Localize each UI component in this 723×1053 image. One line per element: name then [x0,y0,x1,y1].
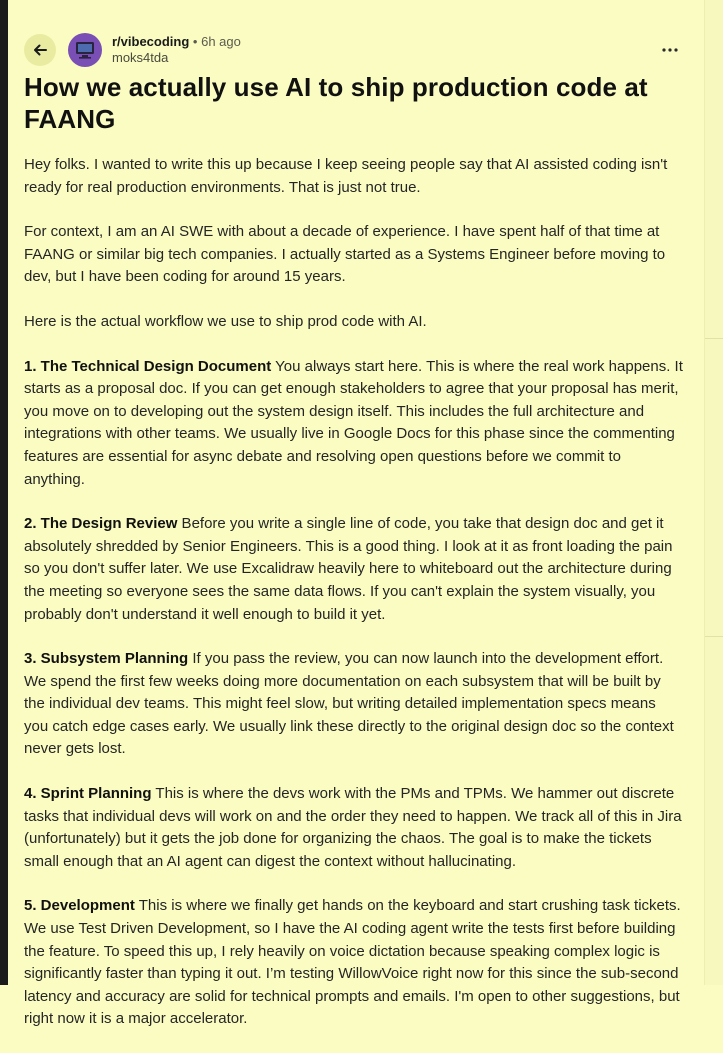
section-heading: 2. The Design Review [24,515,178,533]
section-text: This is where the devs work with the PMs and TPMs. We hammer out discrete tasks that individual devs will work on and the order they need to happen. We track all of this in Jira (unfortunately) but it gets the job done for organizing the chaos. The goal is to make the tickets small enough that an AI agent can digest the context without hallucinating. [24,785,682,870]
back-arrow-icon [31,41,49,59]
back-button[interactable] [24,34,56,66]
subreddit-link[interactable]: r/vibecoding [112,34,190,49]
post-time: 6h ago [201,34,241,49]
meta-separator: • [192,34,198,49]
section-text: Before you write a single line of code, you take that design doc and get it absolutely shredded by Senior Engineers. This is a good thing. I look at it as front loading the pain so you don't suffer later. We use Excalidraw heavily here to whiteboard out the architecture during the meeting so everyone sees the same data flows. If you can't explain the system visually, you probably don't understand it well enough to build it yet. [24,515,673,623]
post-body [24,154,684,1031]
more-options-button[interactable] [656,36,684,64]
section-text: This is where we finally get hands on the keyboard and start crushing task tickets. We use Test Driven Development, so I have the AI coding agent write the tests first before building the feature. To speed this up, I rely heavily on voice dictation because speaking complex logic is significantly faster than typing it out. I’m testing WillowVoice right now for this since the sub-second latency and accuracy are solid for technical prompts and emails. I'm open to other suggestions, but right now it is a major accelerator. [24,897,681,1028]
post-header [24,30,684,70]
meta-top-line [112,34,241,50]
section-paragraph [24,513,684,626]
post-paragraph: For context, I am an AI SWE with about a decade of experience. I have spent half of that time at FAANG or similar big tech companies. I actually started as a Systems Engineer before moving to dev, but I have been coding for around 15 years. [24,223,666,286]
right-sidebar-edge [704,0,723,985]
post-paragraph: Here is the actual workflow we use to ship prod code with AI. [24,312,427,330]
section-paragraph [24,356,684,492]
post-title: How we actually use AI to ship production code at FAANG [24,72,648,134]
left-rail [0,0,8,985]
section-heading: 3. Subsystem Planning [24,650,189,668]
more-options-icon [662,48,678,52]
section-text: If you pass the review, you can now launch into the development effort. We spend the first few weeks doing more documentation on each subsystem that will be built by the individual dev teams. This might feel slow, but writing detailed implementation specs means you catch edge cases early. We usually link these directly to the original design doc so the context never gets lost. [24,650,674,758]
section-paragraph [24,783,684,873]
post-container [24,30,684,1053]
section-paragraph [24,895,684,1031]
section-heading: 4. Sprint Planning [24,785,152,803]
section-heading: 5. Development [24,897,135,915]
section-heading: 1. The Technical Design Document [24,357,272,375]
post-meta [112,34,241,66]
section-text: You always start here. This is where the real work happens. It starts as a proposal doc. If you can get enough stakeholders to agree that your proposal has merit, you move on to developing out the system design itself. This includes the full architecture and integrations with other teams. We usually live in Google Docs for this phase since the commenting features are essential for async debate and resolving open questions before we commit to anything. [24,357,683,488]
author-link[interactable]: moks4tda [112,50,169,65]
subreddit-avatar[interactable] [68,33,102,67]
sidebar-divider [705,636,723,637]
section-paragraph [24,648,684,761]
post-paragraph: Hey folks. I wanted to write this up because I keep seeing people say that AI assisted coding isn't ready for real production environments. That is just not true. [24,156,668,196]
sidebar-divider [705,338,723,339]
monitor-icon [74,40,96,60]
